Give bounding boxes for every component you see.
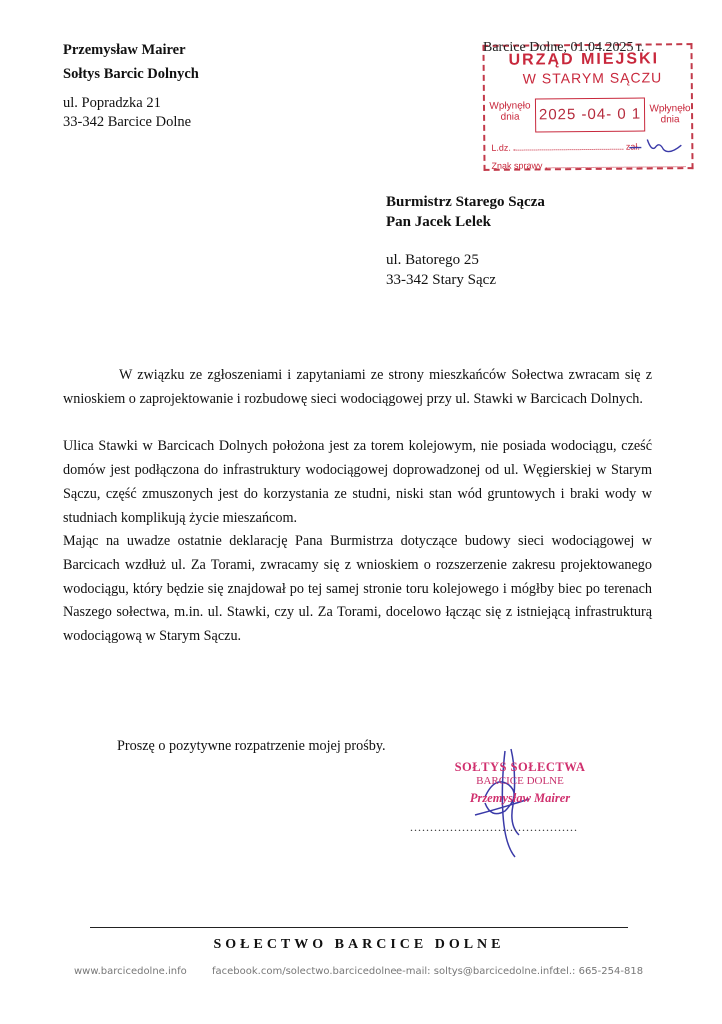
recipient-block bbox=[386, 192, 545, 290]
stamp-received-label-right: Wpłynęło dnia bbox=[649, 103, 691, 126]
sender-name: Przemysław Mairer bbox=[63, 42, 186, 58]
paragraph-1: W związku ze zgłoszeniami i zapytaniami ze strony mieszkańców Sołectwa zwracam się z wnioskiem o zaprojektowanie i rozbudowę sieci wodociągowej przy ul. Stawki w Barcicach Dolnych. bbox=[63, 367, 652, 407]
recipient-title: Burmistrz Starego Sącza bbox=[386, 194, 545, 210]
footer-facebook: facebook.com/solectwo.barcicedolne bbox=[212, 966, 397, 977]
footer-divider bbox=[90, 927, 628, 928]
footer-title: SOŁECTWO BARCICE DOLNE bbox=[213, 937, 505, 952]
seal-line-1: SOŁTYS SOŁECTWA bbox=[454, 760, 586, 774]
stamp-received-date: 2025 -04- 0 1 bbox=[535, 98, 645, 133]
paragraph-2: Ulica Stawki w Barcicach Dolnych położona jest za torem kolejowym, nie posiada wodociągu, cześć domów jest podłączona do infrastruktury wodociągowej doprowadzonej od ul. Węgierskiej w Starym Sączu, część zmuszonych jest do korzystania ze studni, niski stan wód gruntowych i braki wody w studniach komplikują życie mieszańcom. bbox=[63, 438, 652, 526]
stamp-case-line bbox=[491, 159, 687, 171]
seal-line-2: BARCICE DOLNE bbox=[476, 775, 564, 787]
sender-role: Sołtys Barcic Dolnych bbox=[63, 66, 199, 82]
recipient-city: 33-342 Stary Sącz bbox=[386, 272, 496, 288]
footer-website: www.barcicedolne.info bbox=[74, 966, 187, 977]
stamp-initials-scribble bbox=[625, 133, 687, 160]
place-date: Barcice Dolne, 01.04.2025 r. bbox=[483, 40, 645, 55]
stamp-office: URZĄD MIEJSKI bbox=[508, 50, 660, 69]
village-head-seal bbox=[440, 760, 600, 806]
sender-street: ul. Popradzka 21 bbox=[63, 95, 161, 111]
recipient-street: ul. Batorego 25 bbox=[386, 252, 479, 268]
sender-block bbox=[63, 38, 199, 132]
recipient-name: Pan Jacek Lelek bbox=[386, 214, 491, 230]
stamp-ldz-label: L.dz. bbox=[491, 142, 511, 153]
paragraph-3: Mając na uwadze ostatnie deklarację Pana Burmistrza dotyczące budowy sieci wodociągowej w Barcicach wzdłuż ul. Za Torami, zwracamy się z wnioskiem o rozszerzenie zakresu projektowanego wodociągu, który będzie się znajdował po tej samej stronie toru kolejowego i mógłby biec po terenach Naszego sołectwa, m.in. ul. Stawki, czy ul. Za Torami, docelowo łącząc się z istniejącą infrastrukturą wodociągową w Starym Sączu. bbox=[63, 533, 652, 645]
letter-body bbox=[63, 364, 652, 649]
footer-email: e-mail: soltys@barcicedolne.info bbox=[396, 966, 559, 977]
stamp-received-label-left: Wpłynęło dnia bbox=[489, 100, 531, 123]
closing-sentence: Proszę o pozytywne rozpatrzenie mojej prośby. bbox=[117, 738, 386, 754]
registry-stamp bbox=[482, 43, 693, 171]
stamp-case-label: Znak sprawy bbox=[491, 160, 543, 171]
signature-line: .......................................... bbox=[410, 820, 578, 834]
footer-phone: tel.: 665-254-818 bbox=[556, 966, 644, 977]
stamp-town: W STARYM SĄCZU bbox=[522, 69, 663, 87]
seal-line-3: Przemysław Mairer bbox=[469, 791, 571, 805]
stamp-zal-label: zał. bbox=[625, 141, 640, 152]
sender-city: 33-342 Barcice Dolne bbox=[63, 114, 192, 130]
